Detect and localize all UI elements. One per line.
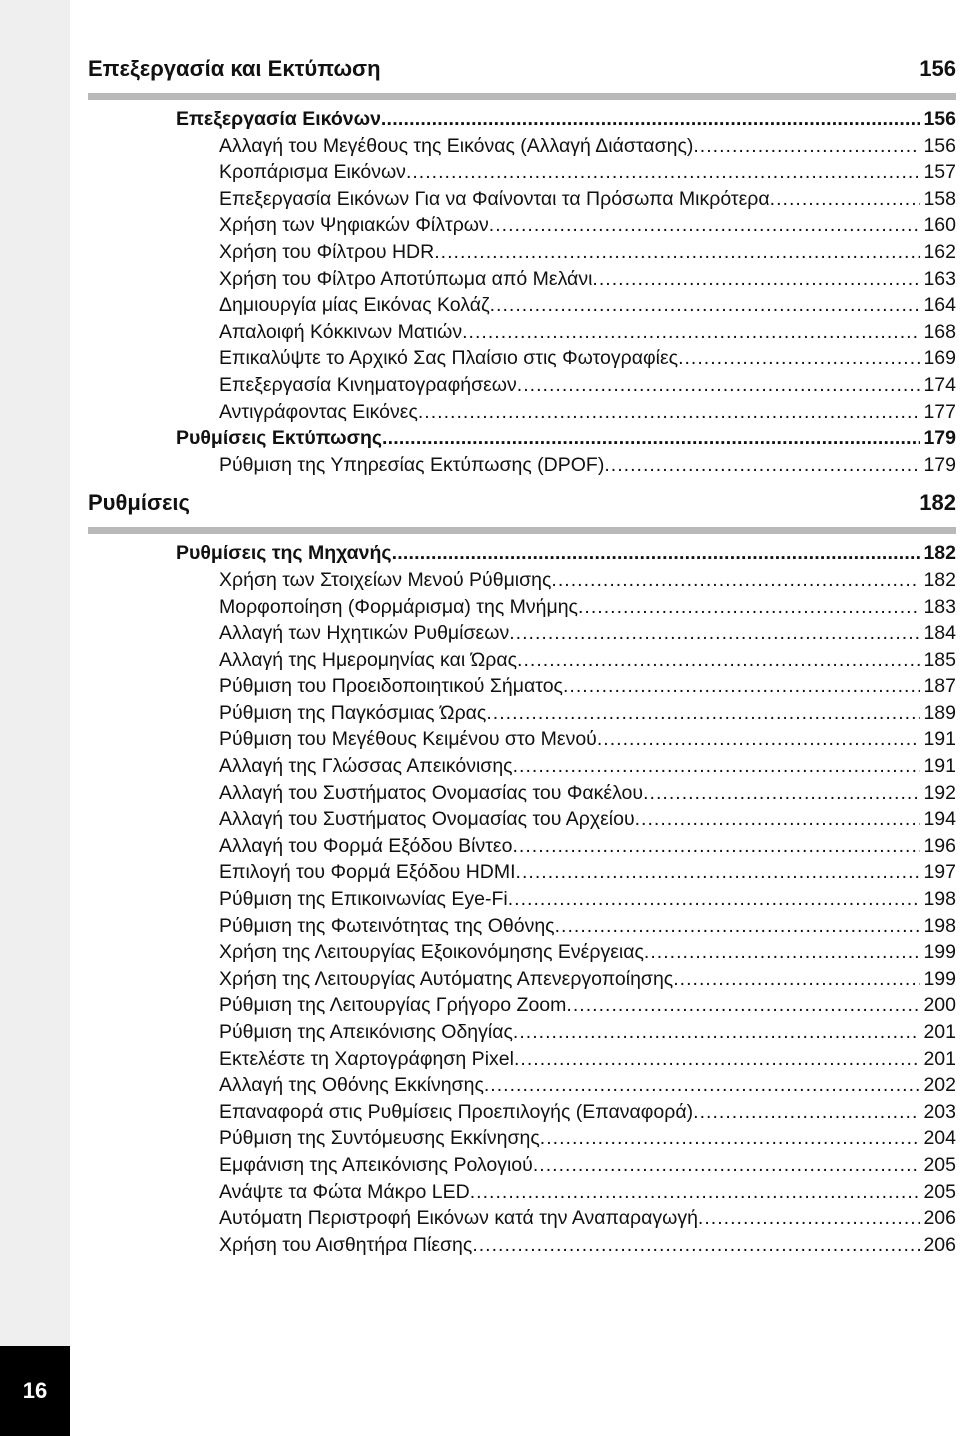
dot-leader bbox=[604, 452, 920, 479]
dot-leader bbox=[392, 540, 921, 567]
dot-leader bbox=[513, 1019, 921, 1046]
dot-leader bbox=[540, 1125, 921, 1152]
toc-entry[interactable] bbox=[88, 780, 956, 807]
chapter-divider bbox=[88, 93, 956, 100]
entry-page-number: 164 bbox=[923, 294, 956, 317]
entry-page-number: 168 bbox=[923, 320, 956, 343]
dot-leader bbox=[597, 726, 921, 753]
dot-leader bbox=[693, 1099, 920, 1126]
toc-entry[interactable] bbox=[88, 345, 956, 372]
entry-title: Ρύθμιση της Υπηρεσίας Εκτύπωσης (DPOF) bbox=[219, 453, 605, 476]
toc-entry[interactable] bbox=[88, 700, 956, 727]
entry-title: Ανάψτε τα Φώτα Μάκρο LED bbox=[219, 1180, 470, 1203]
entry-title: Αλλαγή των Ηχητικών Ρυθμίσεων bbox=[219, 622, 510, 645]
toc-entry[interactable] bbox=[88, 1232, 956, 1259]
entry-title: Αλλαγή της Οθόνης Εκκίνησης bbox=[219, 1074, 484, 1097]
toc-entry[interactable] bbox=[88, 913, 956, 940]
page-number: 16 bbox=[22, 1378, 48, 1403]
toc-entry[interactable] bbox=[88, 1072, 956, 1099]
dot-leader bbox=[578, 594, 921, 621]
entry-title: Επεξεργασία Κινηματογραφήσεων bbox=[219, 373, 517, 396]
entry-page-number: 185 bbox=[923, 648, 956, 671]
toc-entry[interactable] bbox=[88, 594, 956, 621]
entry-page-number: 157 bbox=[923, 161, 956, 184]
entry-title: Εμφάνιση της Απεικόνισης Ρολογιού bbox=[219, 1153, 533, 1176]
toc-entry[interactable] bbox=[88, 452, 956, 479]
entry-title: Χρήση των Ψηφιακών Φίλτρων bbox=[219, 214, 489, 237]
entry-page-number: 182 bbox=[923, 542, 956, 565]
dot-leader bbox=[635, 806, 921, 833]
entry-page-number: 191 bbox=[923, 755, 956, 778]
entry-page-number: 199 bbox=[923, 941, 956, 964]
entry-page-number: 177 bbox=[923, 400, 956, 423]
chapter-page-number: 156 bbox=[919, 56, 956, 81]
toc-entry[interactable] bbox=[88, 567, 956, 594]
entry-page-number: 160 bbox=[923, 214, 956, 237]
toc-entry[interactable] bbox=[88, 1099, 956, 1126]
dot-leader bbox=[517, 647, 920, 674]
dot-leader bbox=[486, 700, 920, 727]
dot-leader bbox=[382, 425, 920, 452]
entry-title: Χρήση των Στοιχείων Μενού Ρύθμισης bbox=[219, 568, 552, 591]
chapter-divider bbox=[88, 527, 956, 534]
entry-title: Ρύθμιση της Φωτεινότητας της Οθόνης bbox=[219, 914, 555, 937]
entry-title: Ρύθμιση της Λειτουργίας Γρήγορο Zoom bbox=[219, 994, 567, 1017]
table-of-contents bbox=[88, 52, 956, 1258]
chapter-spacer bbox=[88, 478, 956, 486]
entry-page-number: 199 bbox=[923, 967, 956, 990]
entry-page-number: 200 bbox=[923, 994, 956, 1017]
entry-title: Εκτελέστε τη Χαρτογράφηση Pixel bbox=[219, 1047, 514, 1070]
entry-page-number: 206 bbox=[923, 1233, 956, 1256]
dot-leader bbox=[673, 966, 920, 993]
toc-entry[interactable] bbox=[88, 1152, 956, 1179]
entry-page-number: 205 bbox=[923, 1153, 956, 1176]
toc-entry[interactable] bbox=[88, 372, 956, 399]
dot-leader bbox=[643, 780, 920, 807]
entry-page-number: 163 bbox=[923, 267, 956, 290]
dot-leader bbox=[514, 1046, 921, 1073]
dot-leader bbox=[434, 239, 920, 266]
entry-page-number: 197 bbox=[923, 861, 956, 884]
toc-section-entry[interactable] bbox=[88, 106, 956, 133]
entry-title: Επεξεργασία Εικόνων bbox=[176, 108, 381, 130]
toc-entry[interactable] bbox=[88, 212, 956, 239]
dot-leader bbox=[533, 1152, 921, 1179]
toc-entry[interactable] bbox=[88, 806, 956, 833]
entry-title: Χρήση του Φίλτρου HDR bbox=[219, 240, 435, 263]
toc-entry[interactable] bbox=[88, 1179, 956, 1206]
entry-title: Ρύθμιση της Επικοινωνίας Eye-Fi bbox=[219, 888, 508, 911]
chapter-page-number: 182 bbox=[919, 490, 956, 516]
entry-page-number: 198 bbox=[923, 888, 956, 911]
dot-leader bbox=[516, 859, 921, 886]
toc-entry[interactable] bbox=[88, 833, 956, 860]
toc-entry[interactable] bbox=[88, 1125, 956, 1152]
entry-page-number: 206 bbox=[923, 1207, 956, 1230]
dot-leader bbox=[490, 292, 921, 319]
entry-title: Χρήση της Λειτουργίας Αυτόματης Απενεργοποίησης bbox=[219, 967, 674, 990]
entry-page-number: 184 bbox=[923, 622, 956, 645]
dot-leader bbox=[693, 133, 920, 160]
entry-page-number: 192 bbox=[923, 781, 956, 804]
entry-title: Ρύθμιση της Συντόμευσης Εκκίνησης bbox=[219, 1127, 540, 1150]
entry-title: Χρήση του Φίλτρο Αποτύπωμα από Μελάνι bbox=[219, 267, 593, 290]
toc-entry[interactable] bbox=[88, 1205, 956, 1232]
toc-entry[interactable] bbox=[88, 133, 956, 160]
dot-leader bbox=[508, 886, 921, 913]
entry-page-number: 202 bbox=[923, 1074, 956, 1097]
chapter-heading[interactable] bbox=[88, 52, 956, 86]
toc-entry[interactable] bbox=[88, 266, 956, 293]
toc-entry[interactable] bbox=[88, 966, 956, 993]
dot-leader bbox=[563, 673, 920, 700]
toc-entry[interactable] bbox=[88, 1019, 956, 1046]
entry-title: Κροπάρισμα Εικόνων bbox=[219, 161, 406, 184]
entry-title: Ρυθμίσεις Εκτύπωσης bbox=[176, 427, 382, 450]
entry-title: Επεξεργασία Εικόνων Για να Φαίνονται τα Πρόσωπα Μικρότερα bbox=[219, 187, 770, 210]
dot-leader bbox=[462, 319, 920, 346]
entry-page-number: 158 bbox=[923, 187, 956, 210]
chapter-title: Ρυθμίσεις bbox=[88, 490, 190, 516]
dot-leader bbox=[406, 159, 921, 186]
chapter-title: Επεξεργασία και Εκτύπωση bbox=[88, 56, 381, 81]
entry-title: Μορφοποίηση (Φορμάρισμα) της Μνήμης bbox=[219, 595, 578, 618]
dot-leader bbox=[470, 1179, 921, 1206]
dot-leader bbox=[698, 1205, 921, 1232]
toc-entry[interactable] bbox=[88, 886, 956, 913]
entry-title: Ρύθμιση της Παγκόσμιας Ώρας bbox=[219, 701, 487, 724]
toc-entry[interactable] bbox=[88, 292, 956, 319]
entry-title: Χρήση της Λειτουργίας Εξοικονόμησης Ενέργειας bbox=[219, 941, 644, 964]
entry-page-number: 187 bbox=[923, 675, 956, 698]
toc-entry[interactable] bbox=[88, 859, 956, 886]
entry-title: Αλλαγή της Ημερομηνίας και Ώρας bbox=[219, 648, 518, 671]
toc-entry[interactable] bbox=[88, 399, 956, 426]
page-number-tab bbox=[0, 1346, 70, 1436]
toc-entry[interactable] bbox=[88, 992, 956, 1019]
toc-entry[interactable] bbox=[88, 620, 956, 647]
entry-page-number: 203 bbox=[923, 1100, 956, 1123]
dot-leader bbox=[484, 1072, 921, 1099]
dot-leader bbox=[418, 399, 921, 426]
dot-leader bbox=[512, 833, 920, 860]
entry-title: Επαναφορά στις Ρυθμίσεις Προεπιλογής (Επαναφορά) bbox=[219, 1100, 694, 1123]
entry-title: Αντιγράφοντας Εικόνες bbox=[219, 400, 418, 423]
side-margin-bar bbox=[0, 0, 70, 1436]
toc-entry[interactable] bbox=[88, 186, 956, 213]
entry-page-number: 182 bbox=[923, 568, 956, 591]
dot-leader bbox=[551, 567, 920, 594]
toc-entry[interactable] bbox=[88, 939, 956, 966]
entry-title: Αλλαγή του Συστήματος Ονομασίας του Αρχείου bbox=[219, 808, 635, 831]
entry-title: Αλλαγή του Φορμά Εξόδου Βίντεο bbox=[219, 834, 513, 857]
entry-title: Ρύθμιση του Προειδοποιητικού Σήματος bbox=[219, 675, 563, 698]
dot-leader bbox=[566, 992, 920, 1019]
toc-section-entry[interactable] bbox=[88, 540, 956, 567]
entry-page-number: 156 bbox=[923, 134, 956, 157]
entry-title: Δημιουργία μίας Εικόνας Κολάζ bbox=[219, 294, 490, 317]
entry-title: Ρυθμίσεις της Μηχανής bbox=[176, 542, 392, 565]
entry-title: Επιλογή του Φορμά Εξόδου HDMI bbox=[219, 861, 516, 884]
entry-title: Αλλαγή του Συστήματος Ονομασίας του Φακέλου bbox=[219, 781, 644, 804]
entry-page-number: 179 bbox=[923, 427, 956, 450]
entry-page-number: 189 bbox=[923, 701, 956, 724]
entry-title: Ρύθμιση της Απεικόνισης Οδηγίας bbox=[219, 1021, 513, 1043]
entry-page-number: 183 bbox=[923, 595, 956, 618]
entry-page-number: 162 bbox=[923, 240, 956, 263]
entry-page-number: 179 bbox=[923, 453, 956, 476]
dot-leader bbox=[509, 620, 920, 647]
entry-title: Αλλαγή του Μεγέθους της Εικόνας (Αλλαγή Διάστασης) bbox=[219, 134, 694, 157]
entry-page-number: 194 bbox=[923, 808, 956, 831]
entry-title: Απαλοιφή Κόκκινων Ματιών bbox=[219, 320, 463, 343]
toc-entry[interactable] bbox=[88, 319, 956, 346]
toc-entry[interactable] bbox=[88, 647, 956, 674]
dot-leader bbox=[489, 212, 921, 239]
dot-leader bbox=[770, 186, 921, 213]
toc-entry[interactable] bbox=[88, 753, 956, 780]
entry-title: Αλλαγή της Γλώσσας Απεικόνισης bbox=[219, 755, 513, 778]
entry-page-number: 198 bbox=[923, 914, 956, 937]
entry-page-number: 201 bbox=[923, 1047, 956, 1070]
entry-page-number: 169 bbox=[923, 347, 956, 370]
toc-entry[interactable] bbox=[88, 673, 956, 700]
entry-title: Χρήση του Αισθητήρα Πίεσης bbox=[219, 1233, 473, 1256]
toc-entry[interactable] bbox=[88, 1046, 956, 1073]
entry-page-number: 196 bbox=[923, 834, 956, 857]
dot-leader bbox=[472, 1232, 920, 1259]
entry-title: Επικαλύψτε το Αρχικό Σας Πλαίσιο στις Φωτογραφίες bbox=[219, 347, 679, 370]
entry-page-number: 191 bbox=[923, 728, 956, 751]
entry-title: Αυτόματη Περιστροφή Εικόνων κατά την Αναπαραγωγή bbox=[219, 1207, 698, 1230]
dot-leader bbox=[555, 913, 921, 940]
entry-page-number: 174 bbox=[923, 373, 956, 396]
entry-title: Ρύθμιση του Μεγέθους Κειμένου στο Μενού bbox=[219, 728, 597, 751]
toc-section-entry[interactable] bbox=[88, 425, 956, 452]
dot-leader bbox=[592, 266, 920, 293]
entry-page-number: 204 bbox=[923, 1127, 956, 1150]
toc-entry[interactable] bbox=[88, 159, 956, 186]
entry-page-number: 201 bbox=[923, 1021, 956, 1043]
dot-leader bbox=[513, 753, 921, 780]
entry-page-number: 156 bbox=[923, 108, 956, 130]
dot-leader bbox=[678, 345, 920, 372]
dot-leader bbox=[517, 372, 921, 399]
dot-leader bbox=[381, 106, 921, 133]
toc-entry[interactable] bbox=[88, 239, 956, 266]
chapter-heading[interactable] bbox=[88, 486, 956, 520]
entry-page-number: 205 bbox=[923, 1180, 956, 1203]
dot-leader bbox=[644, 939, 921, 966]
toc-entry[interactable] bbox=[88, 726, 956, 753]
